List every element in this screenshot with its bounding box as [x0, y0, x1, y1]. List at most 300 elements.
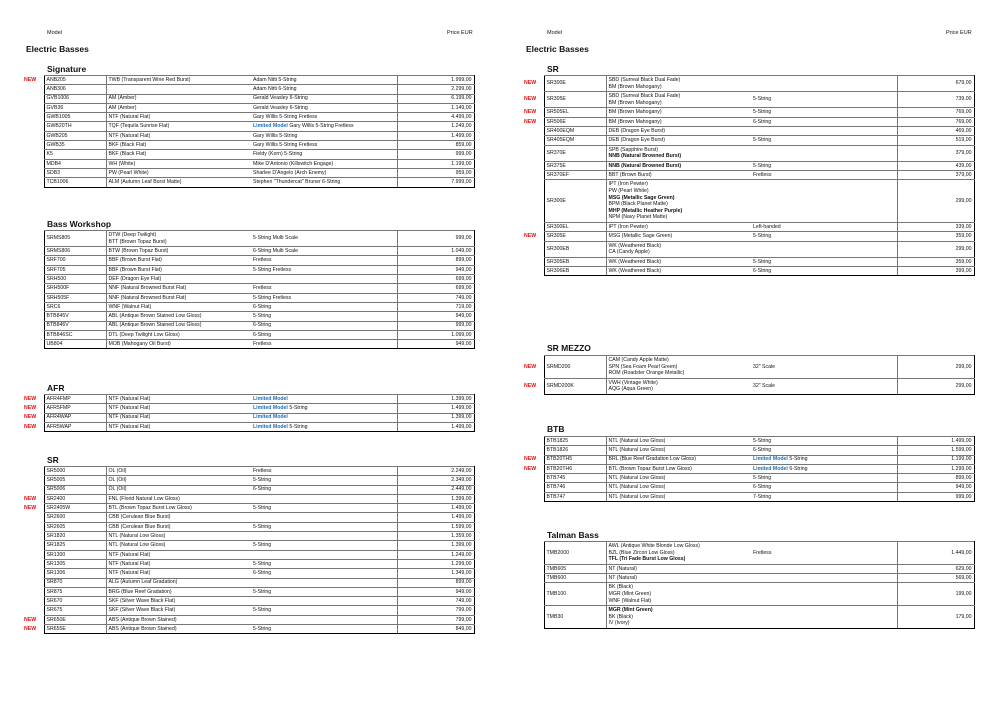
color-line: IPT (Iron Pewter) [608, 223, 648, 230]
limited-model-label: Limited Model [253, 123, 288, 130]
price-table-btb [522, 436, 975, 502]
color-line: ABS (Antique Brown Stained) [108, 616, 177, 623]
note-text: Fretless [253, 257, 272, 264]
color-cell [606, 446, 751, 455]
note-text: 5-String [753, 258, 772, 265]
table-row [522, 92, 974, 108]
color-cell [106, 522, 251, 531]
note-cell [251, 265, 397, 274]
price-cell: 1.499,00 [397, 422, 474, 431]
color-line: DTL (Deep Twilight Low Gloss) [108, 331, 180, 338]
section-title-sr-right: SR [547, 64, 559, 74]
table-row [522, 583, 974, 606]
table-row [522, 564, 974, 573]
color-line: NTL (Natural Low Gloss) [608, 447, 666, 454]
color-line: TWB (Transparent Wine Red Burst) [108, 76, 191, 83]
new-badge [522, 474, 544, 483]
model-cell: SRH500F [44, 284, 106, 293]
model-cell: SRF705 [44, 265, 106, 274]
color-cell [606, 474, 751, 483]
model-cell: GVB1006 [44, 94, 106, 103]
new-badge: NEW [24, 76, 37, 83]
model-cell: TMB30 [544, 606, 606, 629]
color-cell [106, 321, 251, 330]
table-row [22, 513, 474, 522]
model-cell: SR370E [544, 145, 606, 161]
model-cell: BTB846SC [44, 330, 106, 339]
color-line: BTW (Brown Topaz Burst) [108, 248, 169, 255]
model-cell: SRMD200 [544, 356, 606, 379]
price-cell: 1.399,00 [397, 541, 474, 550]
price-cell: 399,00 [897, 267, 974, 276]
new-badge [522, 136, 544, 145]
color-cell [106, 284, 251, 293]
color-cell [106, 103, 251, 112]
price-cell: 1.249,00 [397, 550, 474, 559]
new-badge [522, 606, 544, 629]
price-cell: 1.199,00 [397, 159, 474, 168]
color-cell [606, 145, 751, 161]
color-cell [106, 615, 251, 624]
color-line: BK (Black) [608, 613, 634, 620]
color-line: OL (Oil) [108, 486, 127, 493]
new-badge: NEW [24, 395, 37, 402]
model-cell: TMB2000 [544, 542, 606, 565]
note-cell [251, 293, 397, 302]
new-badge [522, 437, 544, 446]
price-cell: 1.299,00 [397, 559, 474, 568]
color-line: IV (Ivory) [608, 620, 630, 627]
color-cell [606, 437, 751, 446]
color-cell [606, 136, 751, 145]
note-cell [251, 312, 397, 321]
note-cell [751, 455, 897, 464]
note-cell [751, 464, 897, 473]
color-cell [106, 559, 251, 568]
price-cell: 2.299,00 [397, 85, 474, 94]
note-cell [751, 232, 897, 241]
price-cell: 299,00 [897, 378, 974, 394]
new-badge: NEW [524, 456, 537, 463]
new-badge: NEW [24, 405, 37, 412]
new-badge [522, 564, 544, 573]
model-cell: SR870 [44, 578, 106, 587]
note-text: 5-String Fretless [253, 294, 292, 301]
price-cell: 1.359,00 [397, 532, 474, 541]
note-cell [251, 541, 397, 550]
note-cell [751, 241, 897, 257]
color-line: CA (Candy Apple) [608, 249, 650, 256]
model-cell: BTB20TH6 [544, 464, 606, 473]
note-text: 6-String [753, 447, 772, 454]
note-cell [751, 126, 897, 135]
price-cell: 949,00 [897, 483, 974, 492]
note-cell [251, 559, 397, 568]
note-cell [751, 171, 897, 180]
table-row [22, 550, 474, 559]
note-cell [251, 494, 397, 503]
section-title-sr-mezzo: SR MEZZO [547, 343, 591, 353]
price-cell: 299,00 [897, 241, 974, 257]
color-line: SBD (Surreal Black Dual Fade) [608, 93, 681, 100]
new-badge: NEW [24, 625, 37, 632]
color-line: BBF (Brown Burst Flat) [108, 266, 162, 273]
color-cell [106, 293, 251, 302]
note-cell [251, 532, 397, 541]
table-row [22, 141, 474, 150]
color-line: SPB (Sapphire Burst) [608, 146, 659, 153]
price-cell: 999,00 [397, 231, 474, 247]
table-row [22, 168, 474, 177]
price-cell: 999,00 [397, 321, 474, 330]
price-cell: 379,00 [897, 145, 974, 161]
table-row [22, 178, 474, 187]
model-cell: SR650E [44, 615, 106, 624]
table-row [22, 476, 474, 485]
table-row [22, 321, 474, 330]
price-cell: 949,00 [397, 587, 474, 596]
model-cell: GWB35 [44, 141, 106, 150]
table-row [22, 122, 474, 131]
price-cell: 569,00 [897, 574, 974, 583]
note-text: Gerald Veasley 6-String [253, 104, 308, 111]
note-cell [751, 564, 897, 573]
note-text: 6-String [253, 486, 272, 493]
color-line: NTF (Natural Flat) [108, 560, 151, 567]
new-badge [22, 485, 44, 494]
color-cell [106, 141, 251, 150]
color-cell [106, 256, 251, 265]
note-cell [251, 302, 397, 311]
note-text: Fretless [753, 549, 772, 556]
color-line: BTL (Brown Topaz Burst Low Gloss) [608, 465, 692, 472]
new-badge [522, 583, 544, 606]
price-cell: 859,00 [397, 141, 474, 150]
note-cell [751, 446, 897, 455]
table-row [522, 542, 974, 565]
model-cell: SR675 [44, 606, 106, 615]
table-row [522, 437, 974, 446]
price-cell: 1.499,00 [397, 504, 474, 513]
note-text: 5-String Multi Scale [253, 235, 298, 242]
color-line: MSG (Metallic Sage Green) [608, 233, 673, 240]
color-cell [106, 606, 251, 615]
color-line: OL (Oil) [108, 467, 127, 474]
price-cell: 949,00 [397, 340, 474, 349]
section-title-talman: Talman Bass [547, 530, 599, 540]
color-cell [106, 150, 251, 159]
model-column-label: Model [47, 30, 62, 36]
model-cell: UB804 [44, 340, 106, 349]
section-title-btb: BTB [547, 424, 565, 434]
note-cell [751, 117, 897, 126]
model-cell: SDB3 [44, 168, 106, 177]
table-row [22, 404, 474, 413]
table-row [22, 569, 474, 578]
note-text: 7-String [753, 493, 772, 500]
color-cell [606, 542, 751, 565]
price-cell: 379,00 [897, 171, 974, 180]
color-cell [106, 113, 251, 122]
note-cell [251, 159, 397, 168]
color-cell [106, 550, 251, 559]
model-cell: SRH500 [44, 275, 106, 284]
price-cell: 769,00 [897, 108, 974, 117]
table-row [22, 76, 474, 85]
color-cell [606, 564, 751, 573]
new-badge: NEW [524, 80, 537, 87]
table-row [22, 541, 474, 550]
color-line: BM (Brown Mahogany) [608, 118, 662, 125]
table-row [22, 293, 474, 302]
new-badge [522, 126, 544, 135]
table-row [22, 85, 474, 94]
note-text: 5-String [289, 423, 308, 430]
note-cell [251, 569, 397, 578]
new-badge: NEW [524, 118, 537, 125]
color-cell [106, 597, 251, 606]
table-row [22, 159, 474, 168]
color-line: AM (Amber) [108, 95, 137, 102]
model-cell: TCB1006 [44, 178, 106, 187]
table-row [522, 474, 974, 483]
new-badge [22, 330, 44, 339]
price-cell: 6.199,00 [397, 94, 474, 103]
table-row [22, 113, 474, 122]
note-cell [751, 257, 897, 266]
color-line: NTF (Natural Flat) [108, 395, 151, 402]
color-line: DTW (Deep Twilight) [108, 232, 157, 238]
table-row [22, 587, 474, 596]
color-cell [606, 126, 751, 135]
note-text: 5-String [253, 477, 272, 484]
table-row [22, 340, 474, 349]
model-cell: SR875 [44, 587, 106, 596]
note-text: 32" Scale [753, 363, 776, 370]
model-cell: SR405EQM [544, 136, 606, 145]
price-cell: 359,00 [897, 257, 974, 266]
price-cell: 749,00 [397, 293, 474, 302]
model-cell: AFR5FMP [44, 404, 106, 413]
model-cell: AFR4FMP [44, 395, 106, 404]
note-cell [251, 284, 397, 293]
note-text: Adam Nitti 6-String [253, 86, 297, 93]
limited-model-label: Limited Model [253, 405, 288, 412]
model-cell: SR400EQM [544, 126, 606, 135]
note-cell [751, 492, 897, 501]
note-cell [751, 356, 897, 379]
color-cell [106, 578, 251, 587]
new-badge [22, 113, 44, 122]
price-cell: 749,00 [397, 597, 474, 606]
limited-model-label: Limited Model [753, 456, 788, 463]
note-text: Gary Willis 5-String Fretless [253, 141, 318, 148]
note-cell [251, 395, 397, 404]
note-text: 5-String [753, 233, 772, 240]
model-cell: SRMS806 [44, 247, 106, 256]
new-badge: NEW [24, 414, 37, 421]
table-row [522, 171, 974, 180]
note-cell [751, 474, 897, 483]
note-text: 5-String [289, 405, 308, 412]
note-cell [251, 247, 397, 256]
price-cell: 469,00 [897, 126, 974, 135]
color-line: NNB (Natural Browned Burst) [608, 153, 682, 160]
limited-model-label: Limited Model [753, 465, 788, 472]
model-cell: SR1305 [44, 559, 106, 568]
color-cell [606, 161, 751, 170]
note-cell [251, 340, 397, 349]
color-cell [106, 178, 251, 187]
model-cell: BTB20TH5 [544, 455, 606, 464]
model-cell: GWB205 [44, 131, 106, 140]
page-title-left: Electric Basses [26, 44, 89, 54]
new-badge [22, 265, 44, 274]
table-row [522, 483, 974, 492]
note-cell [751, 378, 897, 394]
new-badge [22, 522, 44, 531]
color-line: BZL (Blue Zircon Low Gloss) [608, 549, 675, 556]
new-badge [522, 483, 544, 492]
new-badge [22, 597, 44, 606]
note-cell [251, 413, 397, 422]
new-badge [22, 247, 44, 256]
table-row [22, 150, 474, 159]
color-cell [606, 222, 751, 231]
note-cell [251, 513, 397, 522]
color-line: MSG (Metallic Sage Green) [608, 194, 675, 201]
new-badge [22, 256, 44, 265]
color-cell [606, 606, 751, 629]
model-cell: SR305EB [544, 257, 606, 266]
price-cell: 339,00 [897, 222, 974, 231]
table-row [22, 103, 474, 112]
new-badge [22, 141, 44, 150]
color-cell [106, 168, 251, 177]
price-cell: 1.399,00 [397, 494, 474, 503]
new-badge [22, 275, 44, 284]
price-table-sr-right [522, 75, 975, 276]
model-cell: AFR4WAP [44, 413, 106, 422]
color-line: WK (Weathered Black) [608, 267, 662, 274]
table-row [522, 222, 974, 231]
new-badge [522, 171, 544, 180]
price-cell: 1.499,00 [397, 513, 474, 522]
table-row [22, 494, 474, 503]
note-cell [251, 168, 397, 177]
note-text: Fretless [253, 341, 272, 347]
model-cell: SR5005 [44, 476, 106, 485]
note-cell [251, 625, 397, 634]
price-cell: 2.249,00 [397, 467, 474, 476]
color-line: CBB (Cerulean Blue Burst) [108, 523, 171, 530]
model-cell: BTB745 [544, 474, 606, 483]
price-cell: 519,00 [897, 136, 974, 145]
price-cell: 1.199,00 [897, 455, 974, 464]
color-line: IPT (Iron Pewter) [608, 181, 648, 188]
color-cell [106, 476, 251, 485]
note-cell [251, 321, 397, 330]
price-cell: 299,00 [897, 180, 974, 223]
color-cell [106, 330, 251, 339]
table-row [522, 117, 974, 126]
color-cell [106, 404, 251, 413]
price-cell: 769,00 [897, 117, 974, 126]
model-cell: SR300E [544, 180, 606, 223]
note-cell [251, 578, 397, 587]
price-cell: 999,00 [397, 150, 474, 159]
color-cell [606, 92, 751, 108]
table-row [522, 126, 974, 135]
new-badge [22, 131, 44, 140]
note-cell [251, 231, 397, 247]
color-cell [106, 275, 251, 284]
price-cell: 949,00 [397, 265, 474, 274]
price-cell: 899,00 [397, 256, 474, 265]
color-cell [106, 231, 251, 247]
color-cell [106, 587, 251, 596]
note-text: 6-String [753, 118, 772, 125]
price-table-sr-left [22, 466, 475, 634]
color-line: AM (Amber) [108, 104, 137, 111]
color-cell [106, 485, 251, 494]
color-line: ABL (Antique Brown Stained Low Gloss) [108, 322, 202, 329]
model-cell: SR505EL [544, 108, 606, 117]
table-row [22, 94, 474, 103]
model-cell: SR1820 [44, 532, 106, 541]
color-line: BPM (Black Planet Matte) [608, 201, 668, 208]
color-cell [106, 569, 251, 578]
table-row [22, 395, 474, 404]
color-line: BBT (Brown Burst) [608, 171, 652, 178]
price-cell: 849,00 [397, 625, 474, 634]
color-cell [606, 356, 751, 379]
color-line: VWH (Vintage White) [608, 379, 658, 386]
note-cell [251, 615, 397, 624]
note-cell [751, 180, 897, 223]
limited-model-label: Limited Model [253, 423, 288, 430]
note-text: 6-String [753, 484, 772, 491]
model-cell: SR2400 [44, 494, 106, 503]
table-row [22, 312, 474, 321]
table-row [522, 161, 974, 170]
model-cell: SRMD200K [544, 378, 606, 394]
model-cell: SR670 [44, 597, 106, 606]
color-line: SPN (Sea Foam Pearl Green) [608, 363, 678, 370]
color-line: DEB (Dragon Eye Burst) [608, 137, 666, 144]
new-badge [522, 446, 544, 455]
price-table-signature [22, 75, 475, 188]
table-row [522, 241, 974, 257]
note-cell [751, 267, 897, 276]
model-cell: BTB845V [44, 312, 106, 321]
model-cell: SR305E [544, 92, 606, 108]
new-badge [22, 550, 44, 559]
price-table-afr [22, 394, 475, 432]
color-cell [606, 76, 751, 92]
note-text: 6-String [253, 570, 272, 577]
model-cell: SR370EF [544, 171, 606, 180]
color-line: SBD (Surreal Black Dual Fade) [608, 77, 681, 83]
model-cell: SR306EB [544, 267, 606, 276]
new-badge [522, 222, 544, 231]
price-cell: 739,00 [897, 92, 974, 108]
price-cell: 1.399,00 [397, 413, 474, 422]
new-badge [22, 559, 44, 568]
section-title-bass-workshop: Bass Workshop [47, 219, 112, 229]
note-text: 5-String [753, 96, 772, 103]
color-cell [106, 494, 251, 503]
